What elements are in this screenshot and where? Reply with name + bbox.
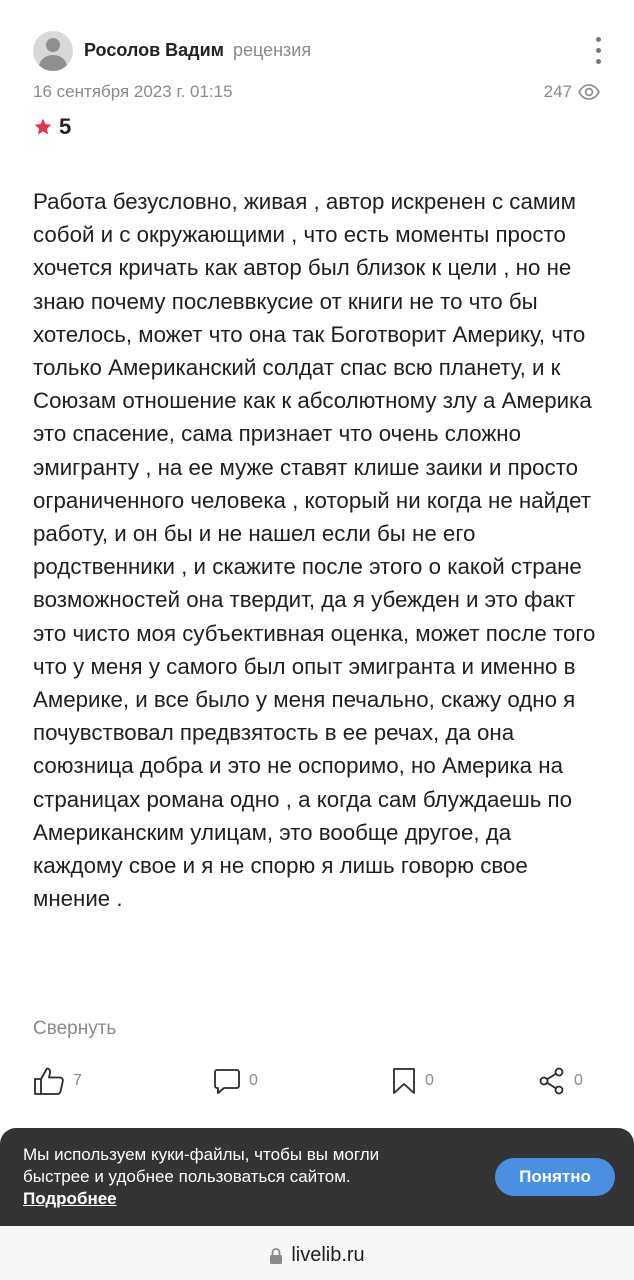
avatar-body bbox=[39, 55, 67, 71]
collapse-link[interactable]: Свернуть bbox=[33, 1018, 117, 1039]
browser-address-bar[interactable] bbox=[0, 1226, 634, 1280]
avatar[interactable] bbox=[33, 31, 73, 71]
more-vertical-icon[interactable] bbox=[593, 37, 603, 65]
review-type-label: рецензия bbox=[232, 40, 312, 60]
share-icon bbox=[538, 1067, 566, 1095]
cookie-message: Мы используем куки-файлы, чтобы вы могли быстрее и удобнее пользоваться сайтом. bbox=[23, 1145, 380, 1186]
bookmark-button[interactable] bbox=[391, 1064, 434, 1098]
review-date: 16 сентября 2023 г. 01:15 bbox=[33, 82, 233, 101]
menu-dot bbox=[596, 48, 601, 53]
cookie-text bbox=[23, 1144, 403, 1210]
address-content bbox=[0, 1244, 634, 1267]
review-header bbox=[33, 31, 603, 71]
cookie-more-link[interactable]: Подробнее bbox=[23, 1189, 117, 1208]
rating-value: 5 bbox=[59, 114, 72, 139]
author-line bbox=[84, 40, 311, 61]
comment-count: 0 bbox=[249, 1072, 258, 1089]
menu-dot bbox=[596, 37, 601, 42]
menu-dot bbox=[596, 59, 601, 64]
avatar-head bbox=[46, 38, 60, 52]
comment-icon bbox=[213, 1067, 241, 1095]
cookie-accept-button[interactable]: Понятно bbox=[495, 1158, 615, 1196]
share-button[interactable] bbox=[538, 1064, 583, 1098]
bookmark-count: 0 bbox=[425, 1072, 434, 1089]
bookmark-icon bbox=[391, 1067, 417, 1095]
star-icon bbox=[33, 117, 53, 137]
comment-button[interactable] bbox=[213, 1064, 258, 1098]
views-counter bbox=[544, 82, 600, 102]
site-domain: livelib.ru bbox=[291, 1244, 365, 1266]
thumbs-up-icon bbox=[33, 1066, 65, 1096]
cookie-banner bbox=[0, 1128, 634, 1226]
eye-icon bbox=[578, 84, 600, 100]
views-count: 247 bbox=[543, 82, 572, 101]
lock-icon bbox=[269, 1247, 283, 1265]
action-bar bbox=[33, 1064, 593, 1098]
like-button[interactable] bbox=[33, 1064, 82, 1098]
review-body bbox=[33, 185, 603, 915]
share-count: 0 bbox=[574, 1072, 583, 1089]
like-count: 7 bbox=[73, 1072, 82, 1089]
rating bbox=[33, 114, 71, 140]
review-paragraph: Работа безусловно, живая , автор искренен с самим собой и с окружающими , что есть моменты просто хочется кричать как автор был близок к цели , но не знаю почему послеввкусие от книги не то что бы хотелось, может что она так Боготворит Америку, что только Американский солдат спас всю планету, и к Союзам отношение как к абсолютному злу а Америка это спасение, сама признает что очень сложно эмигранту , на ее муже ставят клише заики и просто ограниченного человека , который ни когда не найдет работу, и он бы и не нашел если бы не его родственники , и скажите после этого о какой стране возможностей она твердит, да я убежден и это факт это чисто моя субъективная оценка, может после того что у меня у самого был опыт эмигранта и именно в Америке, и все было у меня печально, скажу одно я почувствовал предвзятость в ее речах, да она союзница добра и это не оспоримо, но Америка на страницах романа одно , а когда сам блуждаешь по Американским улицам, это вообще другое, да каждому свое и я не спорю я лишь говорю свое мнение . bbox=[33, 189, 596, 912]
author-name[interactable]: Росолов Вадим bbox=[84, 40, 224, 60]
